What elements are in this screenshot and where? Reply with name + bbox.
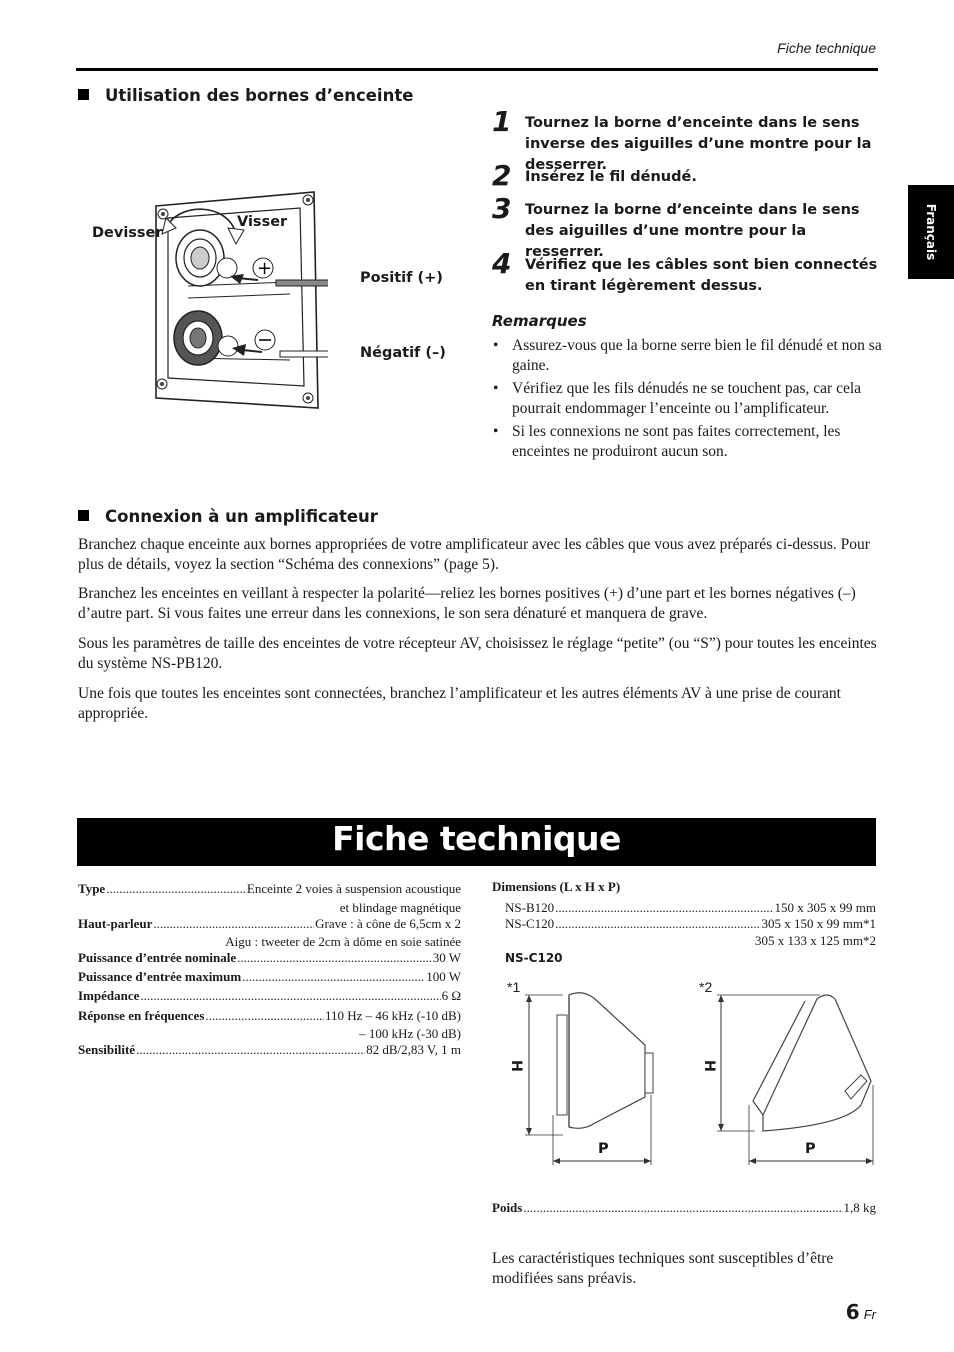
dim-label: NS-B120 [505,900,555,915]
paragraph: Une fois que toutes les enceintes sont connectées, branchez l’amplificateur et les autres éléments AV à une prise de courant appropriée. [78,685,841,722]
paragraph: Branchez les enceintes en veillant à respecter la polarité—reliez les bornes positives (+) d’une part et les bornes négatives (–) d’autre part. Si vous faites une erreur dans les connexions, le son sera dénaturé et manquera de grave. [78,585,856,622]
remark-item: • Assurez-vous que la borne serre bien le fil dénudé et non sa gaine. [492,336,882,376]
spec-value: 82 dB/2,83 V, 1 m [366,1042,461,1057]
spec-label: Puissance d’entrée nominale [78,950,237,965]
step-text: Tournez la borne d’enceinte dans le sens inverse des aiguilles d’une montre pour la desserrer. [525,115,872,173]
section-heading-bornes [78,86,413,105]
spec-label: Réponse en fréquences [78,1008,205,1023]
step-2 [492,159,882,192]
spec-value: 30 W [432,950,461,965]
remark-item: • Vérifiez que les fils dénudés ne se touchent pas, car cela pourrait endommager l’enceinte ou l’amplificateur. [492,379,882,419]
dim-value: 305 x 150 x 99 mm*1 [761,916,876,931]
section-heading-text: Connexion à un amplificateur [105,507,378,526]
dim-value: 150 x 305 x 99 mm [774,900,876,915]
remark-item: • Si les connexions ne sont pas faites correctement, les enceintes ne produiront aucun son. [492,422,882,462]
specs-disclaimer: Les caractéristiques techniques sont susceptibles d’être modifiées sans préavis. [492,1250,834,1287]
spec-row-reponse [78,1006,461,1025]
spec-label: Poids [492,1200,523,1215]
paragraph: Branchez chaque enceinte aux bornes appropriées de votre amplificateur avec les câbles que vous avez préparés ci-dessus. Pour plus de détails, voyez la section “Schéma des connexions” (page 5). [78,536,870,573]
header-rule [76,68,878,71]
running-header: Fiche technique [777,40,876,56]
spec-row-puissance-nominale [78,948,461,967]
spec-label: Puissance d’entrée maximum [78,969,242,984]
banner-title: Fiche technique [332,819,621,858]
spec-value: 100 W [426,969,461,984]
figure-title: NS-C120 [505,951,563,965]
dim-label: NS-C120 [505,916,555,931]
page-number-value: 6 [845,1300,860,1324]
dim-row-ns-b120 [505,900,876,916]
dim-continuation: 305 x 133 x 125 mm*2 [755,933,876,948]
page-number [846,1300,876,1324]
spec-value: Grave : à cône de 6,5cm x 2 [315,916,461,931]
spec-value: 110 Hz – 46 kHz (-10 dB) [325,1008,461,1023]
spec-row-haut-parleur [78,914,461,933]
spec-row-sensibilite [78,1040,461,1059]
spec-label: Haut-parleur [78,916,153,931]
speaker-dimension-figures [505,985,880,1167]
heading-bullet-square [78,510,89,521]
section-heading-text: Utilisation des bornes d’enceinte [105,86,414,105]
label-visser: Visser [237,214,288,230]
fiche-technique-banner [77,818,876,866]
fig2-depth-label: P [805,1141,816,1157]
section-heading-amplificateur [78,507,378,526]
step-text: Vérifiez que les câbles sont bien connectés en tirant légèrement dessus. [525,257,878,294]
svg-text:+: + [257,258,273,279]
spec-continuation: et blindage magnétique [339,900,461,915]
remarks-title: Remarques [492,312,587,330]
spec-label: Impédance [78,988,140,1003]
step-text: Insérez le fil dénudé. [525,169,697,185]
heading-bullet-square [78,89,89,100]
figure-mark-1: *1 [507,979,521,995]
spec-row-type [78,879,461,898]
spec-value: 6 Ω [441,988,461,1003]
step-text: Tournez la borne d’enceinte dans le sens des aiguilles d’une montre pour la resserrer. [525,202,860,260]
page-language: Fr [863,1307,876,1322]
step-4 [492,247,882,297]
spec-label: Type [78,881,106,896]
step-number: 2 [492,159,512,192]
step-number: 4 [492,247,512,280]
spec-row-puissance-maximum [78,967,461,986]
dim-row-ns-c120 [505,916,876,932]
spec-value: 1,8 kg [843,1200,876,1215]
fig1-depth-label: P [598,1141,609,1157]
spec-continuation: Aigu : tweeter de 2cm à dôme en soie satinée [225,934,461,949]
fig1-height-label: H [508,1059,525,1073]
label-negatif: Négatif (–) [360,345,446,361]
step-3 [492,192,882,263]
label-devisser: Devisser [92,225,163,241]
label-positif: Positif (+) [360,270,443,286]
spec-row-poids [492,1200,876,1216]
dimensions-title: Dimensions (L x H x P) [492,879,621,894]
spec-row-impedance [78,986,461,1005]
remarks-list [492,336,882,465]
step-number: 1 [492,105,512,138]
language-tab-label: Français [924,203,938,261]
spec-label: Sensibilité [78,1042,136,1057]
spec-continuation: – 100 kHz (-30 dB) [359,1026,461,1041]
step-number: 3 [492,192,512,225]
fig2-height-label: H [701,1059,718,1073]
figure-mark-2: *2 [699,979,713,995]
language-tab [908,185,954,279]
spec-value: Enceinte 2 voies à suspension acoustique [246,881,461,896]
paragraph: Sous les paramètres de taille des enceintes de votre récepteur AV, choisissez le réglage “petite” (ou “S”) pour toutes les enceintes du système NS-PB120. [78,635,877,672]
